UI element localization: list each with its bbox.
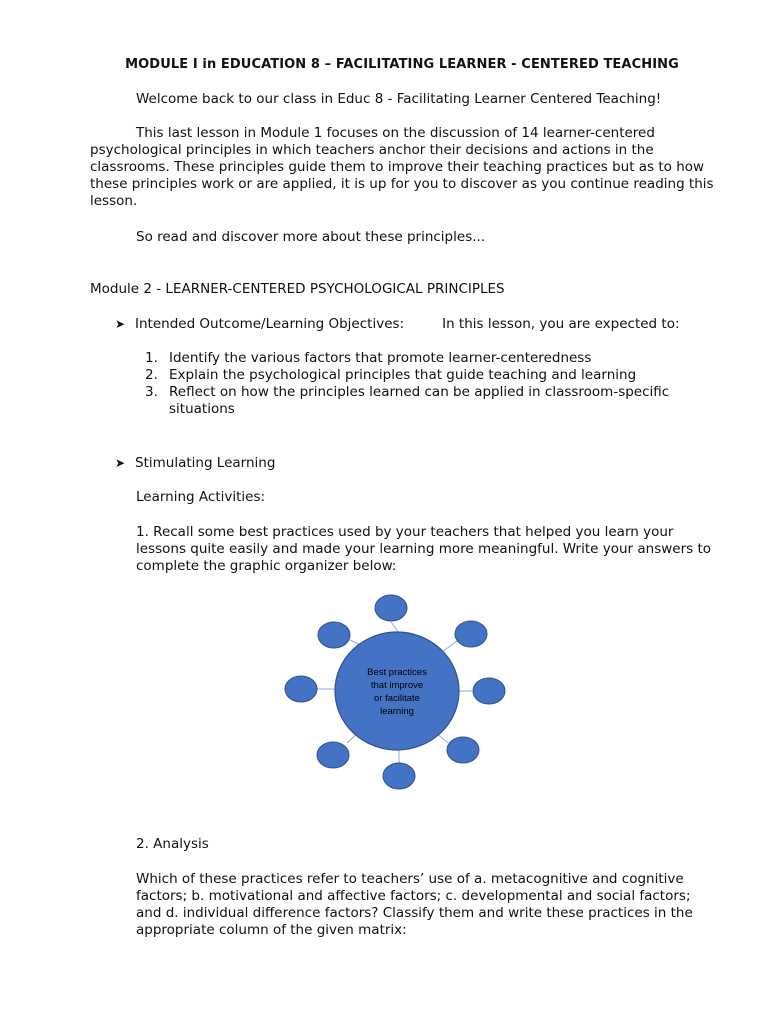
arrow-bullet-icon: ➤	[115, 456, 126, 470]
arrow-bullet-icon: ➤	[115, 317, 126, 331]
module-heading: Module 2 - LEARNER-CENTERED PSYCHOLOGICAL PRINCIPLES	[90, 281, 505, 297]
outcome-label: Intended Outcome/Learning Objectives:	[135, 316, 405, 332]
outcome-bullet	[115, 316, 715, 333]
list-item: 2. Explain the psychological principles that guide teaching and learning	[145, 367, 637, 383]
learning-activities-label: Learning Activities:	[136, 489, 266, 505]
outcome-expectation: In this lesson, you are expected to:	[442, 316, 680, 332]
organizer-center-label: learning	[380, 706, 414, 717]
organizer-node	[455, 621, 487, 647]
stimulating-bullet	[115, 455, 275, 472]
list-item: 1. Identify the various factors that promote learner-centeredness	[145, 350, 592, 366]
organizer-center-label: Best practices	[367, 667, 427, 678]
organizer-center	[335, 632, 459, 750]
activity-1-text: 1. Recall some best practices used by your teachers that helped you learn your lessons quite easily and made your learning more meaningful. Write your answers to complete the graphic organizer below:	[136, 524, 711, 574]
stimulating-label: Stimulating Learning	[135, 455, 276, 471]
organizer-node	[317, 742, 349, 768]
organizer-node	[383, 763, 415, 789]
organizer-center-label: that improve	[370, 680, 424, 691]
organizer-node	[318, 622, 350, 648]
welcome-text: Welcome back to our class in Educ 8 - Facilitating Learner Centered Teaching!	[136, 91, 662, 107]
objectives-list	[145, 350, 705, 418]
organizer-node	[285, 676, 317, 702]
read-more-text: So read and discover more about these principles...	[136, 229, 486, 245]
organizer-center-label: or facilitate	[374, 693, 420, 704]
graphic-organizer	[280, 590, 520, 795]
intro-paragraph: This last lesson in Module 1 focuses on the discussion of 14 learner-centered psychological principles in which teachers anchor their decisions and actions in the classrooms. These principles guide them to improve their teaching practices but as to how these principles work or are applied, it is up for you to discover as you continue reading this lesson.	[90, 125, 714, 209]
organizer-node	[375, 595, 407, 621]
organizer-node	[473, 678, 505, 704]
analysis-text: Which of these practices refer to teachers’ use of a. metacognitive and cognitive factors; b. motivational and affective factors; c. developmental and social factors; and d. individual difference factors? Classify them and write these practices in the appropriate column of the given matrix:	[136, 871, 693, 938]
document-title: MODULE I in EDUCATION 8 – FACILITATING LEARNER - CENTERED TEACHING	[125, 57, 679, 72]
list-item: 3. Reflect on how the principles learned can be applied in classroom-specific situations	[145, 384, 670, 417]
organizer-node	[447, 737, 479, 763]
analysis-label: 2. Analysis	[136, 836, 209, 852]
